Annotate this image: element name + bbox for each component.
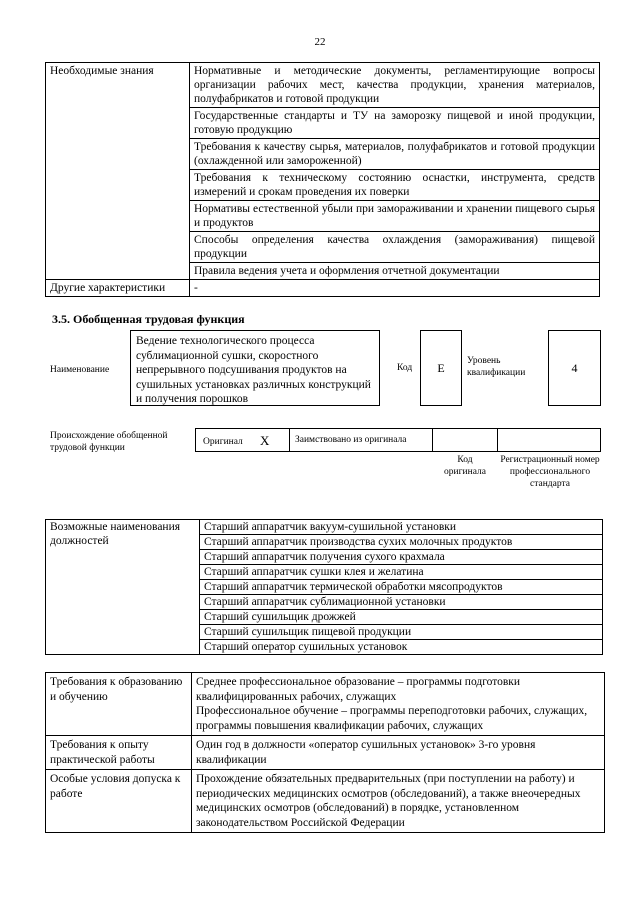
knowledge-item: Требования к техническому состоянию оснастки, инструмента, средств измерений и срокам проведения их поверки [190, 170, 600, 201]
name-label: Наименование [50, 365, 110, 375]
experience-value: Один год в должности «оператор сушильных установок» 3-го уровня квалификации [192, 736, 605, 770]
knowledge-item: Нормативы естественной убыли при замораживании и хранении пищевого сырья и продуктов [190, 201, 600, 232]
original-mark: X [260, 433, 270, 448]
borrowed-label: Заимствовано из оригинала [295, 435, 407, 445]
position-item: Старший аппаратчик получения сухого крахмала [200, 550, 603, 565]
positions-table [45, 519, 603, 655]
section-title: 3.5. Обобщенная трудовая функция [52, 312, 245, 326]
position-item: Старший аппаратчик сублимационной установки [200, 595, 603, 610]
origin-divider [289, 428, 290, 452]
knowledge-item: Государственные стандарты и ТУ на заморозку пищевой и иной продукции, готовую продукцию [190, 108, 600, 139]
position-item: Старший сушильщик пищевой продукции [200, 625, 603, 640]
position-item: Старший оператор сушильных установок [200, 640, 603, 655]
knowledge-label: Необходимые знания [46, 63, 190, 280]
education-value [192, 673, 605, 736]
function-name-box: Ведение технологического процесса сублимационной сушки, скоростного непрерывного подсушивания продуктов на сушильных установках различных конструкций и получения порошков [130, 330, 380, 406]
other-characteristics-value: - [190, 280, 600, 297]
position-item: Старший сушильщик дрожжей [200, 610, 603, 625]
education-line: Среднее профессиональное образование – программы подготовки квалифицированных рабочих, служащих [196, 676, 521, 703]
code-origin-caption: Код оригинала [444, 455, 486, 477]
positions-label: Возможные наименования должностей [46, 520, 200, 655]
other-characteristics-label: Другие характеристики [46, 280, 190, 297]
experience-label: Требования к опыту практической работы [46, 736, 192, 770]
position-item: Старший аппаратчик вакуум-сушильной установки [200, 520, 603, 535]
special-conditions-value: Прохождение обязательных предварительных (при поступлении на работу) и периодических медицинских осмотров (обследований), а также внеочередных медицинских осмотров (обследований) в порядке, установленном законодательством Российской Федерации [192, 770, 605, 833]
origin-label: Происхождение обобщенной трудовой функции [50, 431, 168, 453]
knowledge-item: Правила ведения учета и оформления отчетной документации [190, 263, 600, 280]
knowledge-item: Требования к качеству сырья, материалов, полуфабрикатов и готовой продукции (охлажденной или замороженной) [190, 139, 600, 170]
page-number: 22 [314, 36, 326, 48]
knowledge-table [45, 62, 600, 297]
level-label: Уровень квалификации [467, 356, 526, 378]
origin-divider [432, 428, 433, 452]
code-label: Код [397, 363, 413, 373]
special-conditions-label: Особые условия допуска к работе [46, 770, 192, 833]
requirements-table [45, 672, 605, 833]
position-item: Старший аппаратчик термической обработки мясопродуктов [200, 580, 603, 595]
reg-number-caption: Регистрационный номер профессионального стандарта [500, 455, 600, 489]
knowledge-item: Нормативные и методические документы, регламентирующие вопросы организации рабочих мест, качества продукции, хранения материалов, полуфабрикатов и готовой продукции [190, 63, 600, 108]
level-box: 4 [548, 330, 601, 406]
education-line: Профессиональное обучение – программы переподготовки рабочих, служащих, программы повышения квалификации рабочих, служащих [196, 705, 588, 732]
code-box: E [420, 330, 462, 406]
origin-divider [497, 428, 498, 452]
education-label: Требования к образованию и обучению [46, 673, 192, 736]
knowledge-item: Способы определения качества охлаждения (замораживания) пищевой продукции [190, 232, 600, 263]
position-item: Старший аппаратчик сушки клея и желатина [200, 565, 603, 580]
original-label: Оригинал [203, 437, 243, 447]
position-item: Старший аппаратчик производства сухих молочных продуктов [200, 535, 603, 550]
